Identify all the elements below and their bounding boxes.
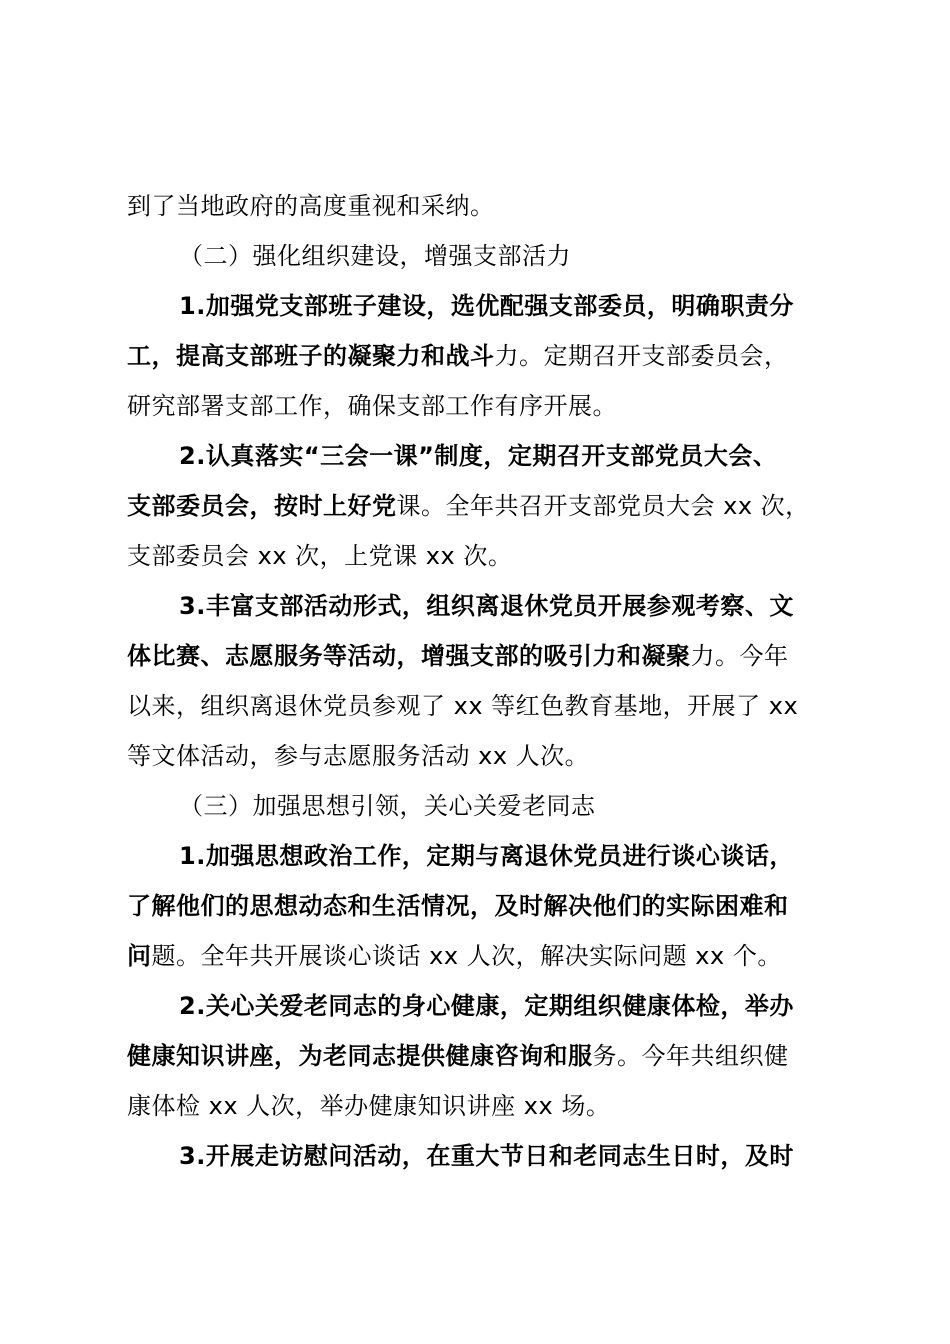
paragraph-line: 1.加强思想政治工作，定期与离退休党员进行谈心谈话，: [179, 842, 794, 870]
section-heading: （二）强化组织建设，增强支部活力: [179, 242, 571, 270]
paragraph-line: 工，提高支部班子的凝聚力和战斗力。定期召开支部委员会，: [127, 342, 789, 370]
section-heading: （三）加强思想引领，关心关爱老同志: [179, 792, 596, 820]
paragraph-line: 2.关心关爱老同志的身心健康，定期组织健康体检，举办: [179, 992, 794, 1020]
paragraph-line: 研究部署支部工作，确保支部工作有序开展。: [127, 392, 617, 420]
paragraph-line: 问题。全年共开展谈心谈话 xx 人次，解决实际问题 xx 个。: [127, 942, 782, 970]
paragraph-line: 3.开展走访慰问活动，在重大节日和老同志生日时，及时: [179, 1142, 794, 1170]
paragraph-line: 体比赛、志愿服务等活动，增强支部的吸引力和凝聚力。今年: [127, 642, 789, 670]
paragraph-line: 了解他们的思想动态和生活情况，及时解决他们的实际困难和: [127, 892, 789, 920]
paragraph-line: 支部委员会 xx 次，上党课 xx 次。: [127, 542, 513, 570]
paragraph-line: 等文体活动，参与志愿服务活动 xx 人次。: [127, 742, 590, 770]
paragraph-line: 1.加强党支部班子建设，选优配强支部委员，明确职责分: [179, 292, 794, 320]
paragraph-line: 2.认真落实“三会一课”制度，定期召开支部党员大会、: [179, 442, 778, 470]
paragraph-line: 3.丰富支部活动形式，组织离退休党员开展参观考察、文: [179, 592, 794, 620]
paragraph-line: 到了当地政府的高度重视和采纳。: [127, 192, 495, 220]
paragraph-line: 以来，组织离退休党员参观了 xx 等红色教育基地，开展了 xx: [127, 692, 799, 720]
paragraph-line: 健康知识讲座，为老同志提供健康咨询和服务。今年共组织健: [127, 1042, 789, 1070]
paragraph-line: 支部委员会，按时上好党课。全年共召开支部党员大会 xx 次，: [127, 492, 810, 520]
paragraph-line: 康体检 xx 人次，举办健康知识讲座 xx 场。: [127, 1092, 611, 1120]
